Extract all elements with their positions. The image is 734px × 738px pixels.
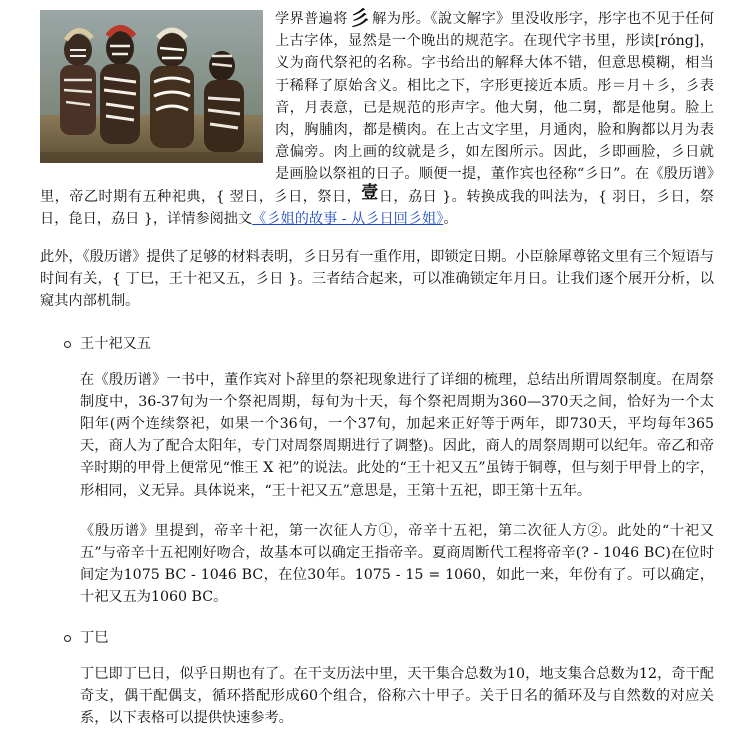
- section-paragraph: 丁巳即丁巳日，似乎日期也有了。在干支历法中里，天干集合总数为10，地支集合总数为12，奇干配奇支，偶干配偶支，循环搭配形成60个组合，俗称六十甲子。关于日名的循环及与自然数的对应关系，以下表格可以提供快速参考。: [80, 665, 714, 727]
- zai-glyph: 壹: [361, 182, 379, 203]
- section-paragraph: 在《殷历谱》一书中，董作宾对卜辞里的祭祀现象进行了详细的梳理，总结出所谓周祭制度。在周祭制度中，36-37旬为一个祭祀周期，每旬为十天，每个祭祀周期为360—370天之间，恰好为一个太阳年(两个连续祭祀，如果一个36旬，一个37旬，加起来正好等于两年，即730天，平均每年365天，商人为了配合太阳年，专门对周祭周期进行了调整)。因此，商人的周祭周期可以纪年。帝乙和帝辛时期的甲骨上便常见“惟王 X 祀”的说法。此处的“王十祀又五”虽铸于铜尊，但与刻于甲骨上的字，形相同，义无异。具体说来，“王十祀又五”意思是，王第十五祀，即王第十五年。: [80, 371, 714, 499]
- section-body: [40, 663, 714, 730]
- tribal-face-paint-photo: [40, 10, 263, 163]
- rong-glyph: 彡: [349, 6, 370, 30]
- intro-block: [40, 8, 714, 230]
- section-paragraph: 《殷历谱》里提到，帝辛十祀，第一次征人方①，帝辛十五祀，第二次征人方②。此处的“十祀又五”与帝辛十五祀刚好吻合，故基本可以确定王指帝辛。夏商周断代工程将帝辛(? - 1046 BC)在位时间定为1075 BC - 1046 BC，在位30年。1075 - 15 = 1060，如此一来，年份有了。可以确定，十祀又五为1060 BC。: [80, 522, 714, 606]
- section-body: [40, 369, 714, 609]
- intro-text-c: 日，劦日 }。转换成我的叫法为，{ 羽日，彡日，祭日，㲋日，劦日 }，详情参阅拙文: [40, 188, 714, 227]
- section-wang-shi-si: [40, 333, 714, 609]
- section-heading: [40, 333, 714, 355]
- section-heading-label: 丁巳: [80, 629, 109, 646]
- intro-text-d: 。: [443, 210, 458, 227]
- section-heading-label: 王十祀又五: [80, 335, 151, 352]
- section-heading: [40, 627, 714, 649]
- paragraph-date-lock: 此外，《殷历谱》提供了足够的材料表明，彡日另有一重作用，即锁定日期。小臣艅犀尊铭文里有三个短语与时间有关，{ 丁巳，王十祀又五，彡日 }。三者结合起来，可以准确锁定年月日。让我们逐个展开分析，以窥其内部机制。: [40, 249, 714, 310]
- photo-illustration: [40, 10, 263, 163]
- bullet-circle-icon: [64, 635, 71, 642]
- intro-text-b: 解为彤。《說文解字》里没收彤字，彤字也不见于任何上古字体，显然是一个晚出的规范字。在现代字书里，彤读[róng]，义为商代祭祀的名称。字书给出的解释大体不错，但意思模糊，相当于稀释了原始含义。相比之下，字形更接近本质。彤＝月＋彡，彡表音，月表意，已是规范的形声字。他大舅，他二舅，都是他舅。脸上肉，胸脯肉，都是横肉。在上古文字里，月通肉，脸和胸都以月为表意偏旁。肉上画的纹就是彡，如左图所示。因此，彡即画脸，彡日就是画脸以祭祖的日子。顺便一提，董作宾也径称“彡日”。在《殷历谱》里，帝乙时期有五种祀典，{ 翌日，彡日，祭日，: [40, 11, 714, 205]
- intro-text-a: 学界普遍将: [275, 11, 348, 27]
- bullet-circle-icon: [64, 341, 71, 348]
- section-ding-si: [40, 627, 714, 730]
- article-link[interactable]: 《彡姐的故事 - 从彡日回彡姐》: [252, 210, 444, 227]
